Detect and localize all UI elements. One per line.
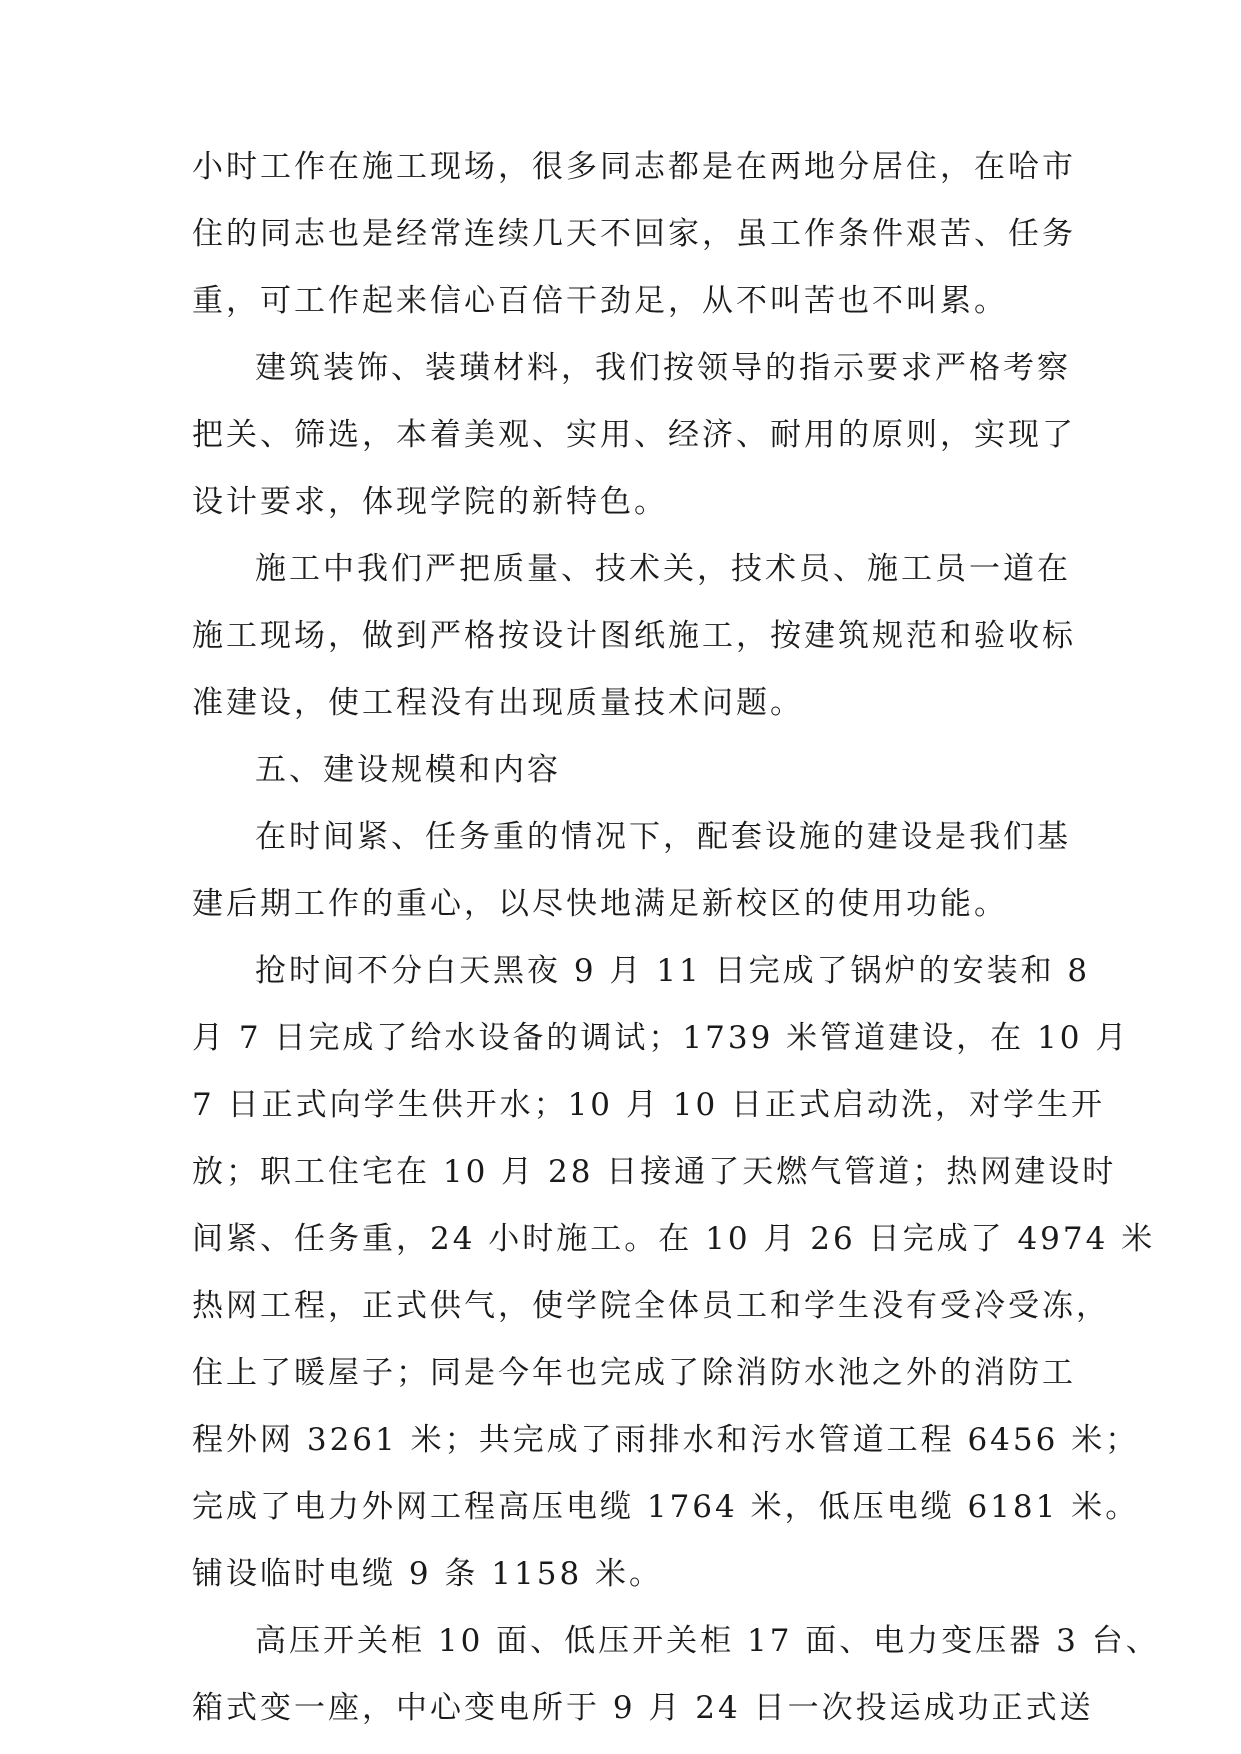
text-line: 铺设临时电缆 9 条 1158 米。 bbox=[192, 1556, 664, 1592]
paragraph-first-line: 建筑装饰、装璜材料，我们按领导的指示要求严格考察 bbox=[255, 350, 1071, 386]
text-line: 放；职工住宅在 10 月 28 日接通了天燃气管道；热网建设时 bbox=[192, 1154, 1117, 1190]
text-line: 设计要求，体现学院的新特色。 bbox=[192, 484, 668, 520]
paragraph-first-line: 高压开关柜 10 面、低压开关柜 17 面、电力变压器 3 台、 bbox=[255, 1623, 1160, 1659]
paragraph-first-line: 施工中我们严把质量、技术关，技术员、施工员一道在 bbox=[255, 551, 1071, 587]
text-line: 准建设，使工程没有出现质量技术问题。 bbox=[192, 685, 804, 721]
text-line: 住上了暖屋子；同是今年也完成了除消防水池之外的消防工 bbox=[192, 1355, 1076, 1391]
text-line: 施工现场，做到严格按设计图纸施工，按建筑规范和验收标 bbox=[192, 618, 1076, 654]
text-line: 程外网 3261 米；共完成了雨排水和污水管道工程 6456 米； bbox=[192, 1422, 1140, 1458]
text-line: 7 日正式向学生供开水；10 月 10 日正式启动洗，对学生开 bbox=[192, 1087, 1106, 1123]
text-line: 完成了电力外网工程高压电缆 1764 米，低压电缆 6181 米。 bbox=[192, 1489, 1140, 1525]
text-line: 重，可工作起来信心百倍干劲足，从不叫苦也不叫累。 bbox=[192, 283, 1008, 319]
text-line: 小时工作在施工现场，很多同志都是在两地分居住，在哈市 bbox=[192, 149, 1076, 185]
text-line: 热网工程，正式供气，使学院全体员工和学生没有受冷受冻， bbox=[192, 1288, 1110, 1324]
text-line: 把关、筛选，本着美观、实用、经济、耐用的原则，实现了 bbox=[192, 417, 1076, 453]
text-line: 住的同志也是经常连续几天不回家，虽工作条件艰苦、任务 bbox=[192, 216, 1076, 252]
paragraph-first-line: 抢时间不分白天黑夜 9 月 11 日完成了锅炉的安装和 8 bbox=[255, 953, 1091, 989]
paragraph-first-line: 在时间紧、任务重的情况下，配套设施的建设是我们基 bbox=[255, 819, 1071, 855]
text-line: 间紧、任务重，24 小时施工。在 10 月 26 日完成了 4974 米 bbox=[192, 1221, 1156, 1257]
text-line: 箱式变一座，中心变电所于 9 月 24 日一次投运成功正式送 bbox=[192, 1690, 1094, 1726]
text-line: 月 7 日完成了给水设备的调试；1739 米管道建设，在 10 月 bbox=[192, 1020, 1130, 1056]
text-line: 建后期工作的重心，以尽快地满足新校区的使用功能。 bbox=[192, 886, 1008, 922]
section-heading: 五、建设规模和内容 bbox=[255, 752, 561, 788]
